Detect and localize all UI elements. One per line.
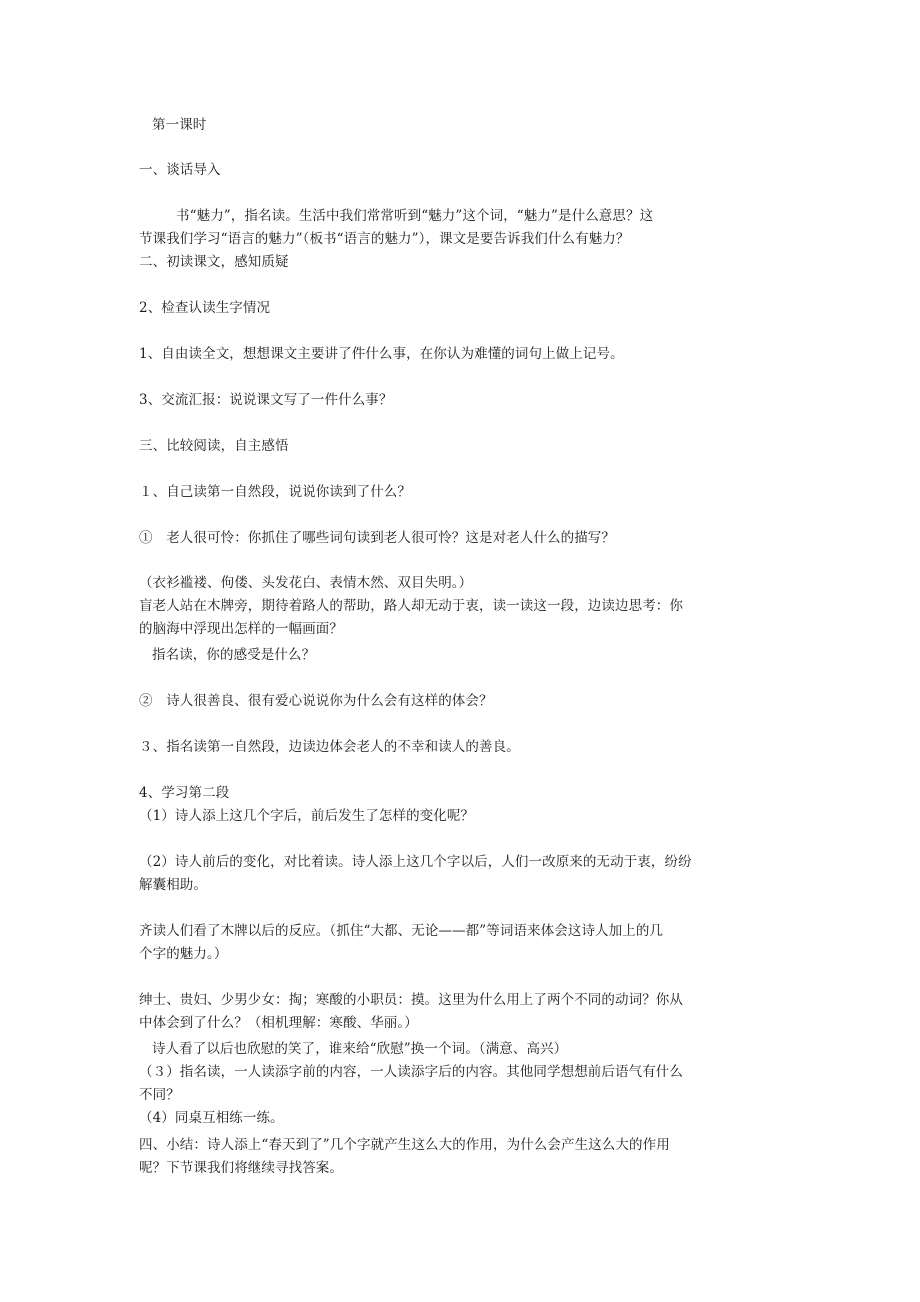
paragraph-line: 节课我们学习“语言的魅力”（板书“语言的魅力”），课文是要告诉我们什么有魅力？ — [139, 231, 630, 247]
paragraph-line: （３）指名读，一人读添字前的内容，一人读添字后的内容。其他同学想想前后语气有什么 — [139, 1064, 683, 1080]
paragraph-line: （2）诗人前后的变化，对比着读。诗人添上这几个字以后，人们一改原来的无动于衷，纷纷 — [139, 854, 692, 870]
paragraph-line: 盲老人站在木牌旁，期待着路人的帮助，路人却无动于衷，读一读这一段，边读边思考：你 — [139, 598, 683, 614]
paragraph-line: 4、学习第二段 — [139, 785, 230, 801]
paragraph-line: 的脑海中浮现出怎样的一幅画面？ — [139, 621, 343, 637]
paragraph-line: 呢？下节课我们将继续寻找答案。 — [139, 1160, 343, 1176]
paragraph-line: 指名读，你的感受是什么？ — [152, 647, 316, 663]
paragraph-line: ３、指名读第一自然段，边读边体会老人的不幸和读人的善良。 — [139, 739, 520, 755]
paragraph-line: ① 老人很可怜：你抓住了哪些词句读到老人很可怜？这是对老人什么的描写？ — [139, 530, 615, 546]
paragraph-line: （1）诗人添上这几个字后，前后发生了怎样的变化呢？ — [139, 808, 475, 824]
section-heading-4: 四、小结：诗人添上“春天到了”几个字就产生这么大的作用，为什么会产生这么大的作用 — [139, 1137, 670, 1153]
section-heading-2: 二、初读课文，感知质疑 — [139, 254, 289, 270]
paragraph-line: 中体会到了什么？（相机理解：寒酸、华丽。） — [139, 1015, 418, 1031]
paragraph-line: 绅士、贵妇、少男少女：掏；寒酸的小职员：摸。这里为什么用上了两个不同的动词？你从 — [139, 992, 683, 1008]
section-heading-3: 三、比较阅读，自主感悟 — [139, 438, 289, 454]
paragraph-line: 个字的魅力。） — [139, 946, 228, 962]
paragraph-line: １、自己读第一自然段，说说你读到了什么？ — [139, 484, 411, 500]
paragraph-line: 3、交流汇报：说说课文写了一件什么事？ — [139, 392, 393, 408]
section-heading-1: 一、谈话导入 — [139, 162, 221, 178]
paragraph-line: （衣衫褴褛、佝偻、头发花白、表情木然、双目失明。） — [139, 575, 473, 591]
paragraph-line: ② 诗人很善良、很有爱心说说你为什么会有这样的体会？ — [139, 693, 493, 709]
paragraph-line: 2、检查认读生字情况 — [139, 300, 271, 316]
paragraph-line: 诗人看了以后也欣慰的笑了，谁来给“欣慰”换一个词。（满意、高兴） — [152, 1041, 568, 1057]
paragraph-line: 齐读人们看了木牌以后的反应。（抓住“大都、无论——都”等词语来体会这诗人加上的几 — [139, 923, 664, 939]
paragraph-line: 书“魅力”，指名读。生活中我们常常听到“魅力”这个词，“魅力”是什么意思？这 — [176, 208, 654, 224]
paragraph-line: （4）同桌互相练一练。 — [139, 1110, 284, 1126]
paragraph-line: 解囊相助。 — [139, 877, 207, 893]
lesson-heading: 第一课时 — [152, 117, 207, 133]
paragraph-line: 不同？ — [139, 1087, 180, 1103]
paragraph-line: 1、自由读全文，想想课文主要讲了件什么事，在你认为难懂的词句上做上记号。 — [139, 346, 624, 362]
